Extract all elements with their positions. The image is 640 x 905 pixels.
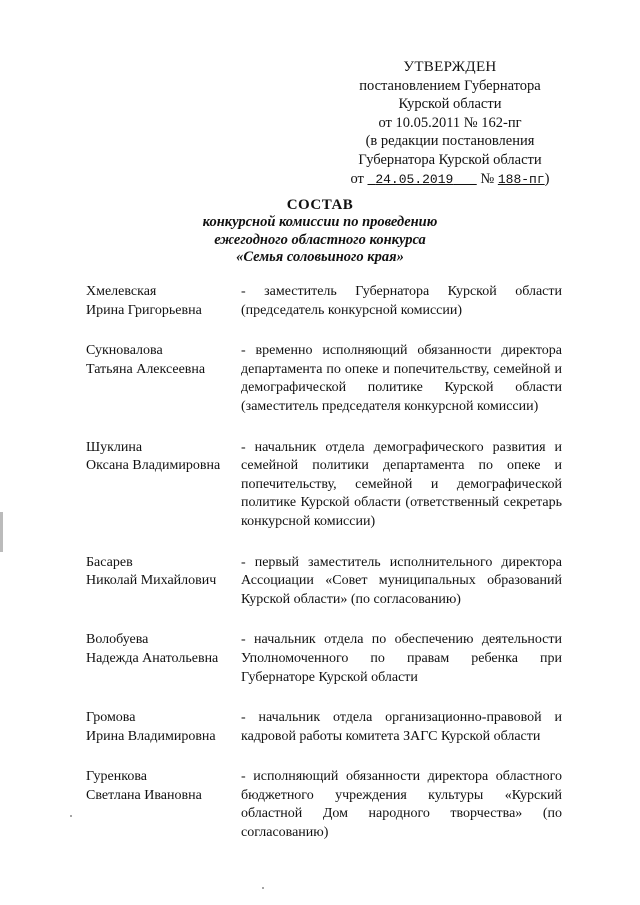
member-role: - начальник отдела организационно-правовой и кадровой работы комитета ЗАГС Курской области	[241, 710, 562, 744]
member-name	[86, 439, 241, 532]
scan-speck	[70, 815, 72, 817]
member-row	[86, 768, 562, 842]
commission-members-list	[86, 283, 562, 865]
member-surname: Басарев	[86, 554, 133, 570]
title-line-2: ежегодного областного конкурса	[214, 231, 426, 248]
member-role: - заместитель Губернатора Курской области (председатель конкурсной комиссии)	[241, 284, 562, 318]
member-row	[86, 342, 562, 416]
member-surname: Волобуева	[86, 632, 149, 648]
scan-speck	[262, 887, 264, 889]
approval-line-5: Губернатора Курской области	[358, 151, 542, 168]
approval-heading: УТВЕРЖДЕН	[403, 59, 497, 75]
member-row	[86, 283, 562, 320]
member-role: - первый заместитель исполнительного директора Ассоциации «Совет муниципальных образований Курской области» (по согласованию)	[241, 554, 562, 607]
member-given-name: Татьяна Алексеевна	[86, 361, 206, 377]
member-given-name: Ирина Владимировна	[86, 728, 216, 744]
member-surname: Громова	[86, 710, 136, 726]
approval-line-1: постановлением Губернатора	[359, 77, 541, 94]
member-role: - начальник отдела по обеспечению деятельности Уполномоченного по правам ребенка при Губернаторе Курской области	[241, 632, 562, 685]
member-name	[86, 342, 241, 416]
date-prefix: от	[350, 170, 364, 187]
title-line-1: конкурсной комиссии по проведению	[202, 214, 438, 231]
number-prefix: №	[480, 170, 495, 187]
title-line-3: «Семья соловьиного края»	[236, 249, 404, 266]
member-role: - временно исполняющий обязанности директора департамента по опеке и попечительству, семейной и демографической политике Курской области (заместитель председателя конкурсной комиссии)	[241, 343, 562, 414]
document-title	[120, 197, 520, 267]
member-given-name: Оксана Владимировна	[86, 458, 221, 474]
title-main: СОСТАВ	[286, 197, 354, 213]
member-given-name: Надежда Анатольевна	[86, 650, 219, 666]
member-surname: Сукновалова	[86, 343, 163, 359]
member-row	[86, 709, 562, 746]
amendment-number: 188-пг	[497, 171, 545, 187]
scan-edge-mark	[0, 512, 3, 552]
amendment-date: 24.05.2019	[375, 171, 454, 187]
member-surname: Гуренкова	[86, 769, 147, 785]
member-name	[86, 709, 241, 746]
approval-stamp	[330, 58, 570, 189]
member-surname: Шуклина	[86, 439, 143, 455]
closing-paren: )	[544, 170, 550, 187]
member-row	[86, 631, 562, 687]
member-role: - начальник отдела демографического развития и семейной политики департамента по опеке и попечительству, семейной и демографической политике Курской области (ответственный секретарь конкурсной комиссии)	[241, 439, 562, 529]
member-name	[86, 768, 241, 842]
member-given-name: Николай Михайлович	[86, 573, 217, 589]
member-given-name: Ирина Григорьевна	[86, 302, 202, 318]
approval-amendment-line	[330, 170, 570, 190]
member-name	[86, 554, 241, 610]
member-row	[86, 439, 562, 532]
member-name	[86, 631, 241, 687]
approval-line-2: Курской области	[398, 96, 502, 113]
approval-line-4: (в редакции постановления	[365, 133, 535, 150]
member-role: - исполняющий обязанности директора областного бюджетного учреждения культуры «Курский областной Дом народного творчества» (по согласованию)	[241, 769, 562, 841]
member-surname: Хмелевская	[86, 284, 157, 299]
approval-line-3: от 10.05.2011 № 162-пг	[378, 114, 522, 131]
member-given-name: Светлана Ивановна	[86, 787, 202, 803]
member-name	[86, 283, 241, 320]
member-row	[86, 554, 562, 610]
